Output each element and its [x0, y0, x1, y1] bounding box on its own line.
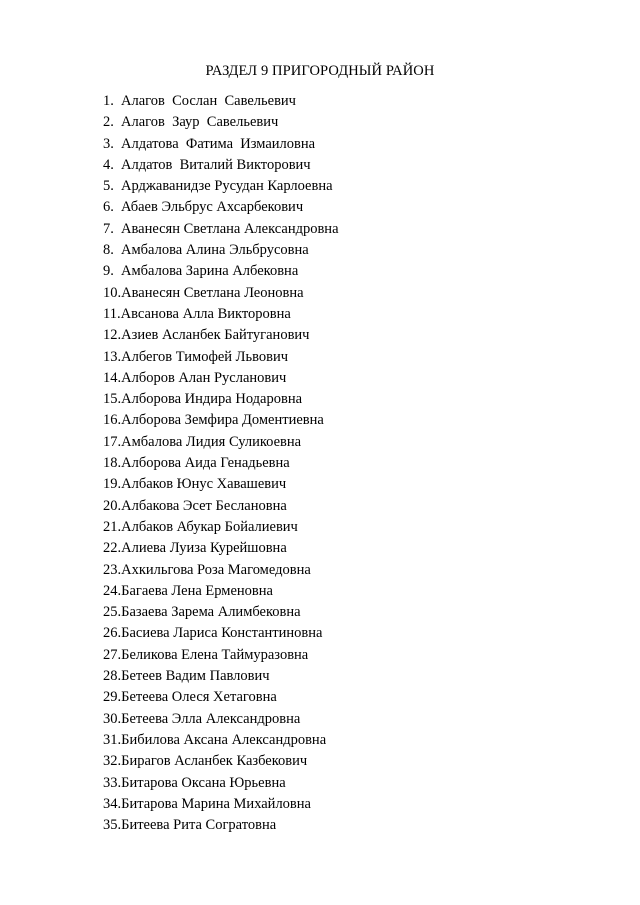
list-item: [103, 795, 339, 816]
list-item-name: Багаева Лена Ерменовна: [121, 582, 273, 599]
list-item: [103, 518, 339, 539]
list-item: [103, 241, 339, 262]
list-item-name: Битарова Марина Михайловна: [121, 795, 311, 812]
list-item: [103, 624, 339, 645]
list-item-name: Алдатова Фатима Измаиловна: [121, 135, 316, 152]
list-item-name: Бибилова Аксана Александровна: [121, 731, 327, 748]
list-item-number: 7.: [103, 220, 114, 237]
list-item-number: 27.: [103, 646, 122, 663]
list-item-number: 3.: [103, 135, 114, 152]
list-item: [103, 433, 339, 454]
list-item-name: Алагов Сослан Савельевич: [121, 93, 296, 109]
list-item-name: Амбалова Лидия Суликоевна: [121, 433, 302, 450]
list-item-name: Бетеева Элла Александровна: [121, 710, 301, 727]
list-item-number: 22.: [103, 540, 122, 557]
list-item: [103, 710, 339, 731]
list-item-name: Бирагов Асланбек Казбекович: [121, 753, 308, 770]
list-item-name: Албегов Тимофей Львович: [121, 348, 289, 365]
list-item-name: Ахкильгова Роза Магомедовна: [121, 561, 311, 578]
list-item: [103, 369, 339, 390]
list-item-name: Алиева Луиза Курейшовна: [121, 540, 287, 557]
list-item-name: Азиев Асланбек Байтуганович: [121, 327, 310, 344]
list-item: [103, 582, 339, 603]
list-item: [103, 305, 339, 326]
list-item: [103, 561, 339, 582]
list-item-name: Басиева Лариса Константиновна: [121, 625, 323, 642]
list-item-name: Абаев Эльбрус Ахсарбекович: [121, 199, 304, 216]
list-item-number: 21.: [103, 518, 122, 535]
list-item-name: Беликова Елена Таймуразовна: [121, 646, 309, 663]
list-item: [103, 92, 339, 113]
list-item: [103, 497, 339, 518]
list-item: [103, 156, 339, 177]
list-item: [103, 688, 339, 709]
list-item: [103, 774, 339, 795]
list-item: [103, 284, 339, 305]
list-item-name: Бетеева Олеся Хетаговна: [121, 689, 277, 706]
list-item: [103, 752, 339, 773]
list-item-number: 12.: [103, 327, 122, 344]
list-item: [103, 135, 339, 156]
list-item: [103, 475, 339, 496]
list-item: [103, 731, 339, 752]
list-item-number: 30.: [103, 710, 122, 727]
list-item-name: Алборова Индира Нодаровна: [121, 391, 303, 408]
list-item-name: Арджаванидзе Русудан Карлоевна: [121, 178, 333, 195]
list-item-number: 15.: [103, 391, 122, 408]
list-item-number: 6.: [103, 199, 114, 216]
list-item-number: 33.: [103, 774, 122, 791]
list-item: [103, 348, 339, 369]
list-item: [103, 220, 339, 241]
list-item-number: 14.: [103, 369, 122, 386]
list-item-name: Аванесян Светлана Александровна: [121, 220, 339, 237]
list-item: [103, 262, 339, 283]
list-item-number: 20.: [103, 497, 122, 514]
name-list: [103, 92, 339, 837]
list-item-number: 26.: [103, 625, 122, 642]
list-item-number: 4.: [103, 156, 114, 173]
list-item-number: 18.: [103, 455, 122, 472]
list-item-number: 17.: [103, 433, 122, 450]
list-item-name: Албакова Эсет Беслановна: [121, 497, 287, 514]
list-item-number: 31.: [103, 731, 122, 748]
list-item-number: 9.: [103, 263, 114, 280]
section-title: РАЗДЕЛ 9 ПРИГОРОДНЫЙ РАЙОН: [205, 63, 435, 79]
list-item: [103, 198, 339, 219]
list-item-number: 16.: [103, 412, 122, 429]
list-item-name: Алагов Заур Савельевич: [121, 114, 279, 131]
list-item-name: Бетеев Вадим Павлович: [121, 668, 270, 685]
list-item-number: 28.: [103, 668, 122, 685]
list-item: [103, 326, 339, 347]
list-item-number: 13.: [103, 348, 122, 365]
list-item-number: 29.: [103, 689, 122, 706]
list-item-number: 19.: [103, 476, 122, 493]
list-item-name: Авсанова Алла Викторовна: [120, 305, 291, 322]
list-item-number: 32.: [103, 753, 122, 770]
list-item-number: 25.: [103, 604, 122, 621]
list-item-number: 8.: [103, 242, 114, 259]
list-item-number: 11.: [103, 305, 121, 322]
list-item-name: Аванесян Светлана Леоновна: [121, 284, 304, 301]
list-item-name: Албаков Абукар Бойалиевич: [121, 518, 298, 535]
list-item-name: Битарова Оксана Юрьевна: [121, 774, 286, 791]
list-item-name: Албаков Юнус Хавашевич: [121, 476, 287, 493]
list-item: [103, 603, 339, 624]
list-item: [103, 113, 339, 134]
list-item-number: 24.: [103, 582, 122, 599]
list-item-name: Амбалова Алина Эльбрусовна: [121, 242, 309, 259]
list-item-number: 5.: [103, 178, 114, 195]
list-item-name: Амбалова Зарина Албековна: [121, 263, 299, 280]
list-item: [103, 411, 339, 432]
list-item-name: Битеева Рита Согратовна: [121, 817, 277, 834]
list-item-name: Алборов Алан Русланович: [121, 369, 287, 386]
list-item: [103, 390, 339, 411]
list-item-name: Базаева Зарема Алимбековна: [121, 604, 301, 621]
list-item-name: Алборова Аида Генадьевна: [121, 455, 290, 472]
list-item: [103, 646, 339, 667]
list-item: [103, 177, 339, 198]
list-item-name: Алборова Земфира Доментиевна: [121, 412, 324, 429]
list-item: [103, 816, 339, 837]
list-item-number: 1.: [103, 93, 114, 109]
list-item: [103, 454, 339, 475]
list-item: [103, 667, 339, 688]
list-item-number: 23.: [103, 561, 122, 578]
list-item-number: 10.: [103, 284, 122, 301]
list-item: [103, 539, 339, 560]
list-item-number: 34.: [103, 795, 122, 812]
list-item-number: 2.: [103, 114, 114, 131]
list-item-number: 35.: [103, 817, 122, 834]
list-item-name: Алдатов Виталий Викторович: [121, 156, 311, 173]
